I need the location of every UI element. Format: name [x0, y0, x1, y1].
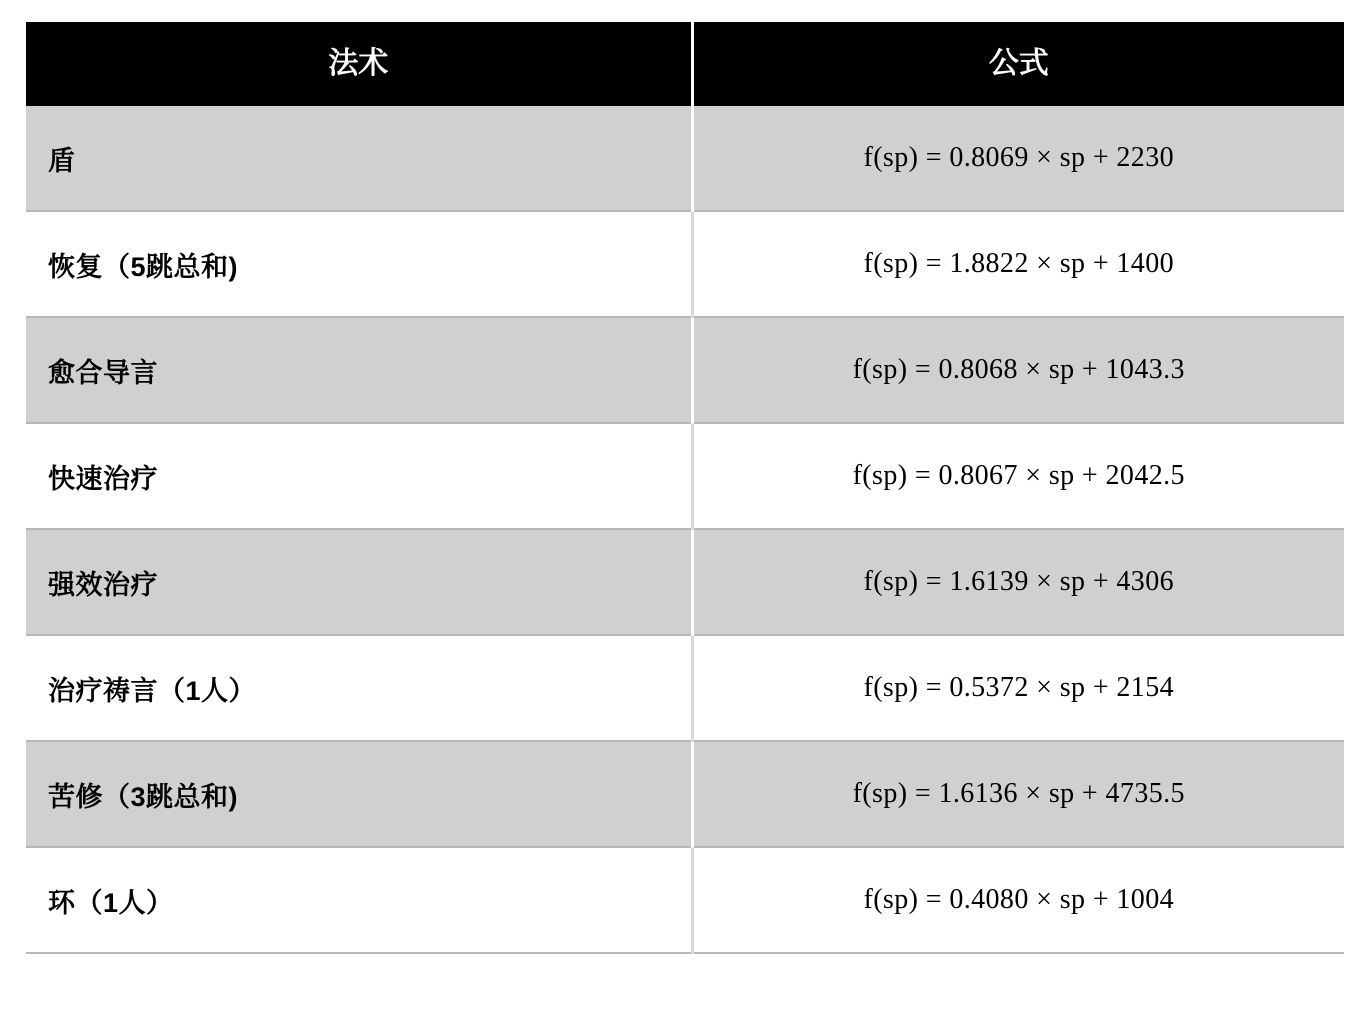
cell-spell-formula: f(sp) = 0.8069 × sp + 2230: [692, 106, 1344, 211]
cell-spell-name: 苦修（3跳总和): [26, 741, 692, 847]
table-row: [26, 317, 1344, 423]
cell-spell-name: 盾: [26, 106, 692, 211]
cell-spell-formula: f(sp) = 0.8068 × sp + 1043.3: [692, 317, 1344, 423]
table-header-row: [26, 22, 1344, 106]
table-row: [26, 106, 1344, 211]
table-body: [26, 106, 1344, 953]
cell-spell-formula: f(sp) = 0.4080 × sp + 1004: [692, 847, 1344, 953]
column-header-spell: 法术: [26, 22, 692, 106]
cell-spell-name: 治疗祷言（1人）: [26, 635, 692, 741]
table-row: [26, 741, 1344, 847]
spell-formula-table: [26, 22, 1344, 954]
table-row: [26, 423, 1344, 529]
table-row: [26, 847, 1344, 953]
table-row: [26, 635, 1344, 741]
table-row: [26, 211, 1344, 317]
cell-spell-name: 强效治疗: [26, 529, 692, 635]
column-header-formula: 公式: [692, 22, 1344, 106]
spell-formula-table-wrapper: [26, 22, 1344, 954]
cell-spell-formula: f(sp) = 1.8822 × sp + 1400: [692, 211, 1344, 317]
table-row: [26, 529, 1344, 635]
table-header: [26, 22, 1344, 106]
cell-spell-formula: f(sp) = 1.6139 × sp + 4306: [692, 529, 1344, 635]
cell-spell-formula: f(sp) = 1.6136 × sp + 4735.5: [692, 741, 1344, 847]
cell-spell-name: 恢复（5跳总和): [26, 211, 692, 317]
cell-spell-name: 愈合导言: [26, 317, 692, 423]
cell-spell-formula: f(sp) = 0.5372 × sp + 2154: [692, 635, 1344, 741]
cell-spell-name: 快速治疗: [26, 423, 692, 529]
cell-spell-formula: f(sp) = 0.8067 × sp + 2042.5: [692, 423, 1344, 529]
cell-spell-name: 环（1人）: [26, 847, 692, 953]
